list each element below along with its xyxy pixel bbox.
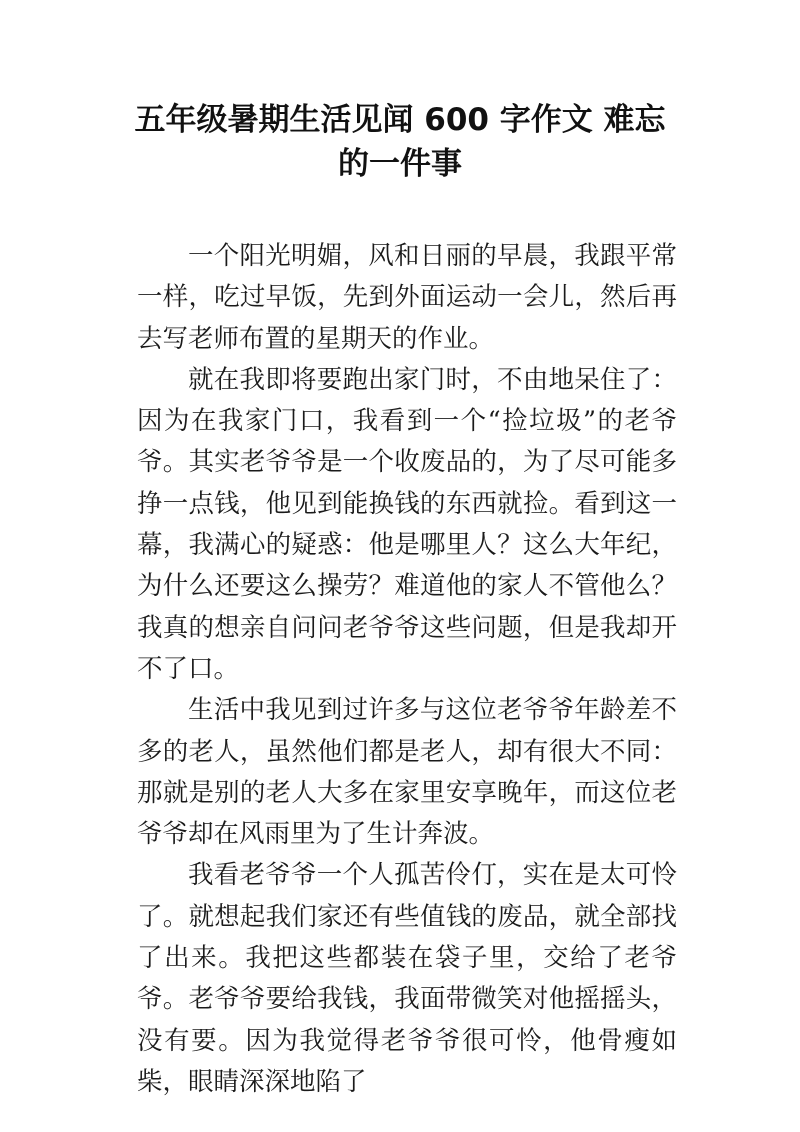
paragraph: 一个阳光明媚，风和日丽的早晨，我跟平常一样，吃过早饭，先到外面运动一会儿，然后再去写老师布置的星期天的作业。 — [137, 241, 677, 354]
paragraph: 生活中我见到过许多与这位老爷爷年龄差不多的老人，虽然他们都是老人，却有很大不同：那就是别的老人大多在家里安享晚年，而这位老爷爷却在风雨里为了生计奔波。 — [137, 695, 677, 850]
paragraph: 就在我即将要跑出家门时，不由地呆住了：因为在我家门口，我看到一个“捡垃圾”的老爷爷。其实老爷爷是一个收废品的，为了尽可能多挣一点钱，他见到能换钱的东西就捡。看到这一幕，我满心的疑惑：他是哪里人？这么大年纪，为什么还要这么操劳？难道他的家人不管他么？我真的想亲自问问老爷爷这些问题，但是我却开不了口。 — [137, 364, 677, 684]
title-line-1: 五年级暑期生活见闻 600 字作文 难忘 — [134, 102, 666, 138]
page-title — [100, 98, 700, 186]
essay-body — [137, 236, 677, 1103]
paragraph: 我看老爷爷一个人孤苦伶仃，实在是太可怜了。就想起我们家还有些值钱的废品，就全部找了出来。我把这些都装在袋子里，交给了老爷爷。老爷爷要给我钱，我面带微笑对他摇摇头，没有要。因为我觉得老爷爷很可怜，他骨瘦如柴，眼睛深深地陷了 — [137, 860, 677, 1097]
title-line-2: 的一件事 — [338, 146, 462, 182]
